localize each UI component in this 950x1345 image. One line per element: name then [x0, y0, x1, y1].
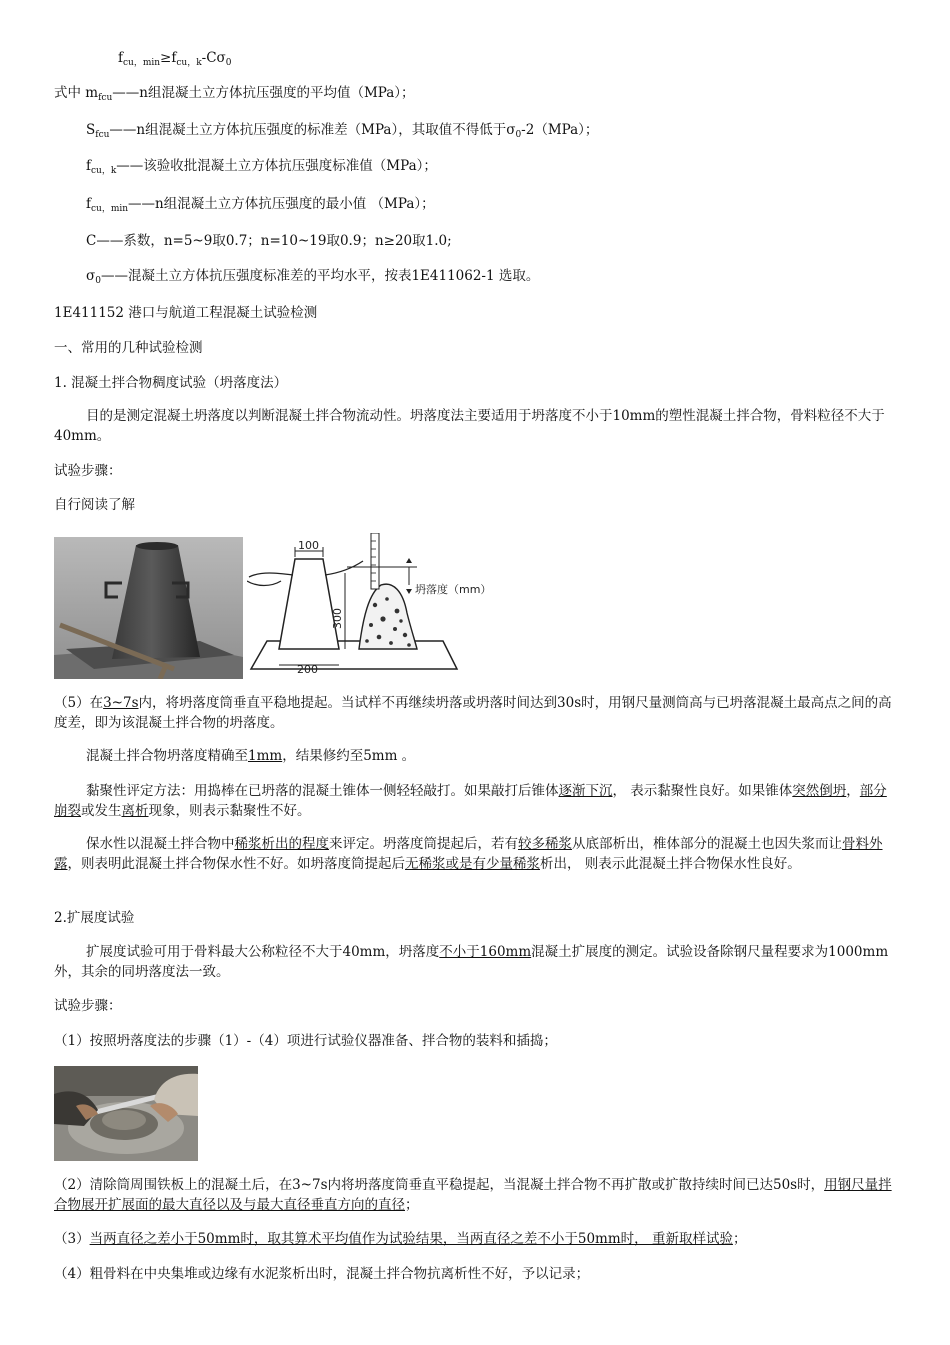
dimension-100: 100 — [298, 539, 319, 552]
formula-fcumin: $f_{cu,min}\ge f_{cu,k}-C\sigma_0$ — [118, 50, 232, 68]
paragraph-step-5: （5）在3~7s内，将坍落度筒垂直平稳地提起。当试样不再继续坍落或坍落时间达到30s时，用钢尺量测筒高与已坍落混凝土最高点之间的高度差，即为该混凝土拌合物的坍落度。 — [54, 695, 892, 731]
step-4: （4）粗骨料在中央集堆或边缘有水泥浆析出时，混凝土拌合物抗离析性不好，予以记录； — [54, 1266, 590, 1282]
definition-mfcu: 式中 $m_{fcu}——n$组混凝土立方体抗压强度的平均值（MPa）； — [54, 85, 415, 103]
heading-slump-test: 1. 混凝土拌合物稠度试验（坍落度法） — [54, 375, 288, 391]
paragraph-spread: 扩展度试验可用于骨料最大公称粒径不大于40mm，坍落度不小于160mm混凝土扩展度的测定。试验设备除钢尺量程要求为1000mm外，其余的同坍落度法一致。 — [54, 944, 889, 980]
dimension-200: 200 — [297, 663, 318, 676]
heading-common-tests: 一、常用的几种试验检测 — [54, 340, 203, 356]
paragraph-cohesion: 黏聚性评定方法：用捣棒在已坍落的混凝土锥体一侧轻轻敲打。如果敲打后锥体逐渐下沉， 表示黏聚性良好。如果锥体突然倒坍，部分崩裂或发生离析现象，则表示黏聚性不好。 — [54, 783, 887, 819]
spread-test-photo — [54, 1066, 198, 1161]
slump-label: 坍落度（mm） — [415, 583, 492, 596]
dimension-300: 300 — [331, 608, 344, 629]
definition-sfcu: $S_{fcu}——n$组混凝土立方体抗压强度的标准差（MPa），其取值不得低于$\sigma_0-2(MPa)$； — [86, 122, 599, 140]
definition-sigma: $\sigma_0——$混凝土立方体抗压强度标准差的平均水平，按表1E411062-1 选取。 — [86, 268, 540, 286]
paragraph-purpose: 目的是测定混凝土坍落度以判断混凝土拌合物流动性。坍落度法主要适用于坍落度不小于10mm的塑性混凝土拌合物，骨料粒径不大于40mm。 — [54, 408, 885, 444]
definition-fcuk: $f_{cu,k}——$该验收批混凝土立方体抗压强度标准值（MPa）； — [86, 158, 437, 176]
definition-fcumin: $f_{cu,min}——n$组混凝土立方体抗压强度的最小值 （MPa）； — [86, 196, 435, 214]
steps-label-1: 试验步骤： — [54, 463, 122, 479]
steps-label-2: 试验步骤： — [54, 998, 122, 1014]
self-read-note: 自行阅读了解 — [54, 497, 135, 513]
step-2: （2）清除筒周围铁板上的混凝土后，在3~7s内将坍落度筒垂直平稳提起，当混凝土拌合物不再扩散或扩散持续时间已达50s时，用钢尺量拌合物展开扩展面的最大直径以及与最大直径垂直方向的直径； — [54, 1177, 892, 1213]
step-1: （1）按照坍落度法的步骤（1）-（4）项进行试验仪器准备、拌合物的装料和插捣； — [54, 1033, 557, 1049]
slump-cone-photo — [54, 537, 243, 679]
paragraph-water-retention: 保水性以混凝土拌合物中稀浆析出的程度来评定。坍落度筒提起后，若有较多稀浆从底部析出，椎体部分的混凝土也因失浆而让骨料外露，则表明此混凝土拌合物保水性不好。如坍落度筒提起后无稀浆或是有少量稀浆析出， 则表示此混凝土拌合物保水性良好。 — [54, 836, 883, 872]
paragraph-precision: 混凝土拌合物坍落度精确至1mm，结果修约至5mm 。 — [86, 748, 416, 764]
heading-spread-test: 2.扩展度试验 — [54, 910, 135, 926]
definition-c: C——系数，n=5~9取0.7；n=10~19取0.9；n≥20取1.0; — [86, 233, 452, 249]
slump-diagram — [247, 533, 497, 679]
section-title: 1E411152 港口与航道工程混凝土试验检测 — [54, 305, 318, 321]
step-3: （3）当两直径之差小于50mm时，取其算术平均值作为试验结果，当两直径之差不小于50mm时， 重新取样试验； — [54, 1231, 747, 1247]
